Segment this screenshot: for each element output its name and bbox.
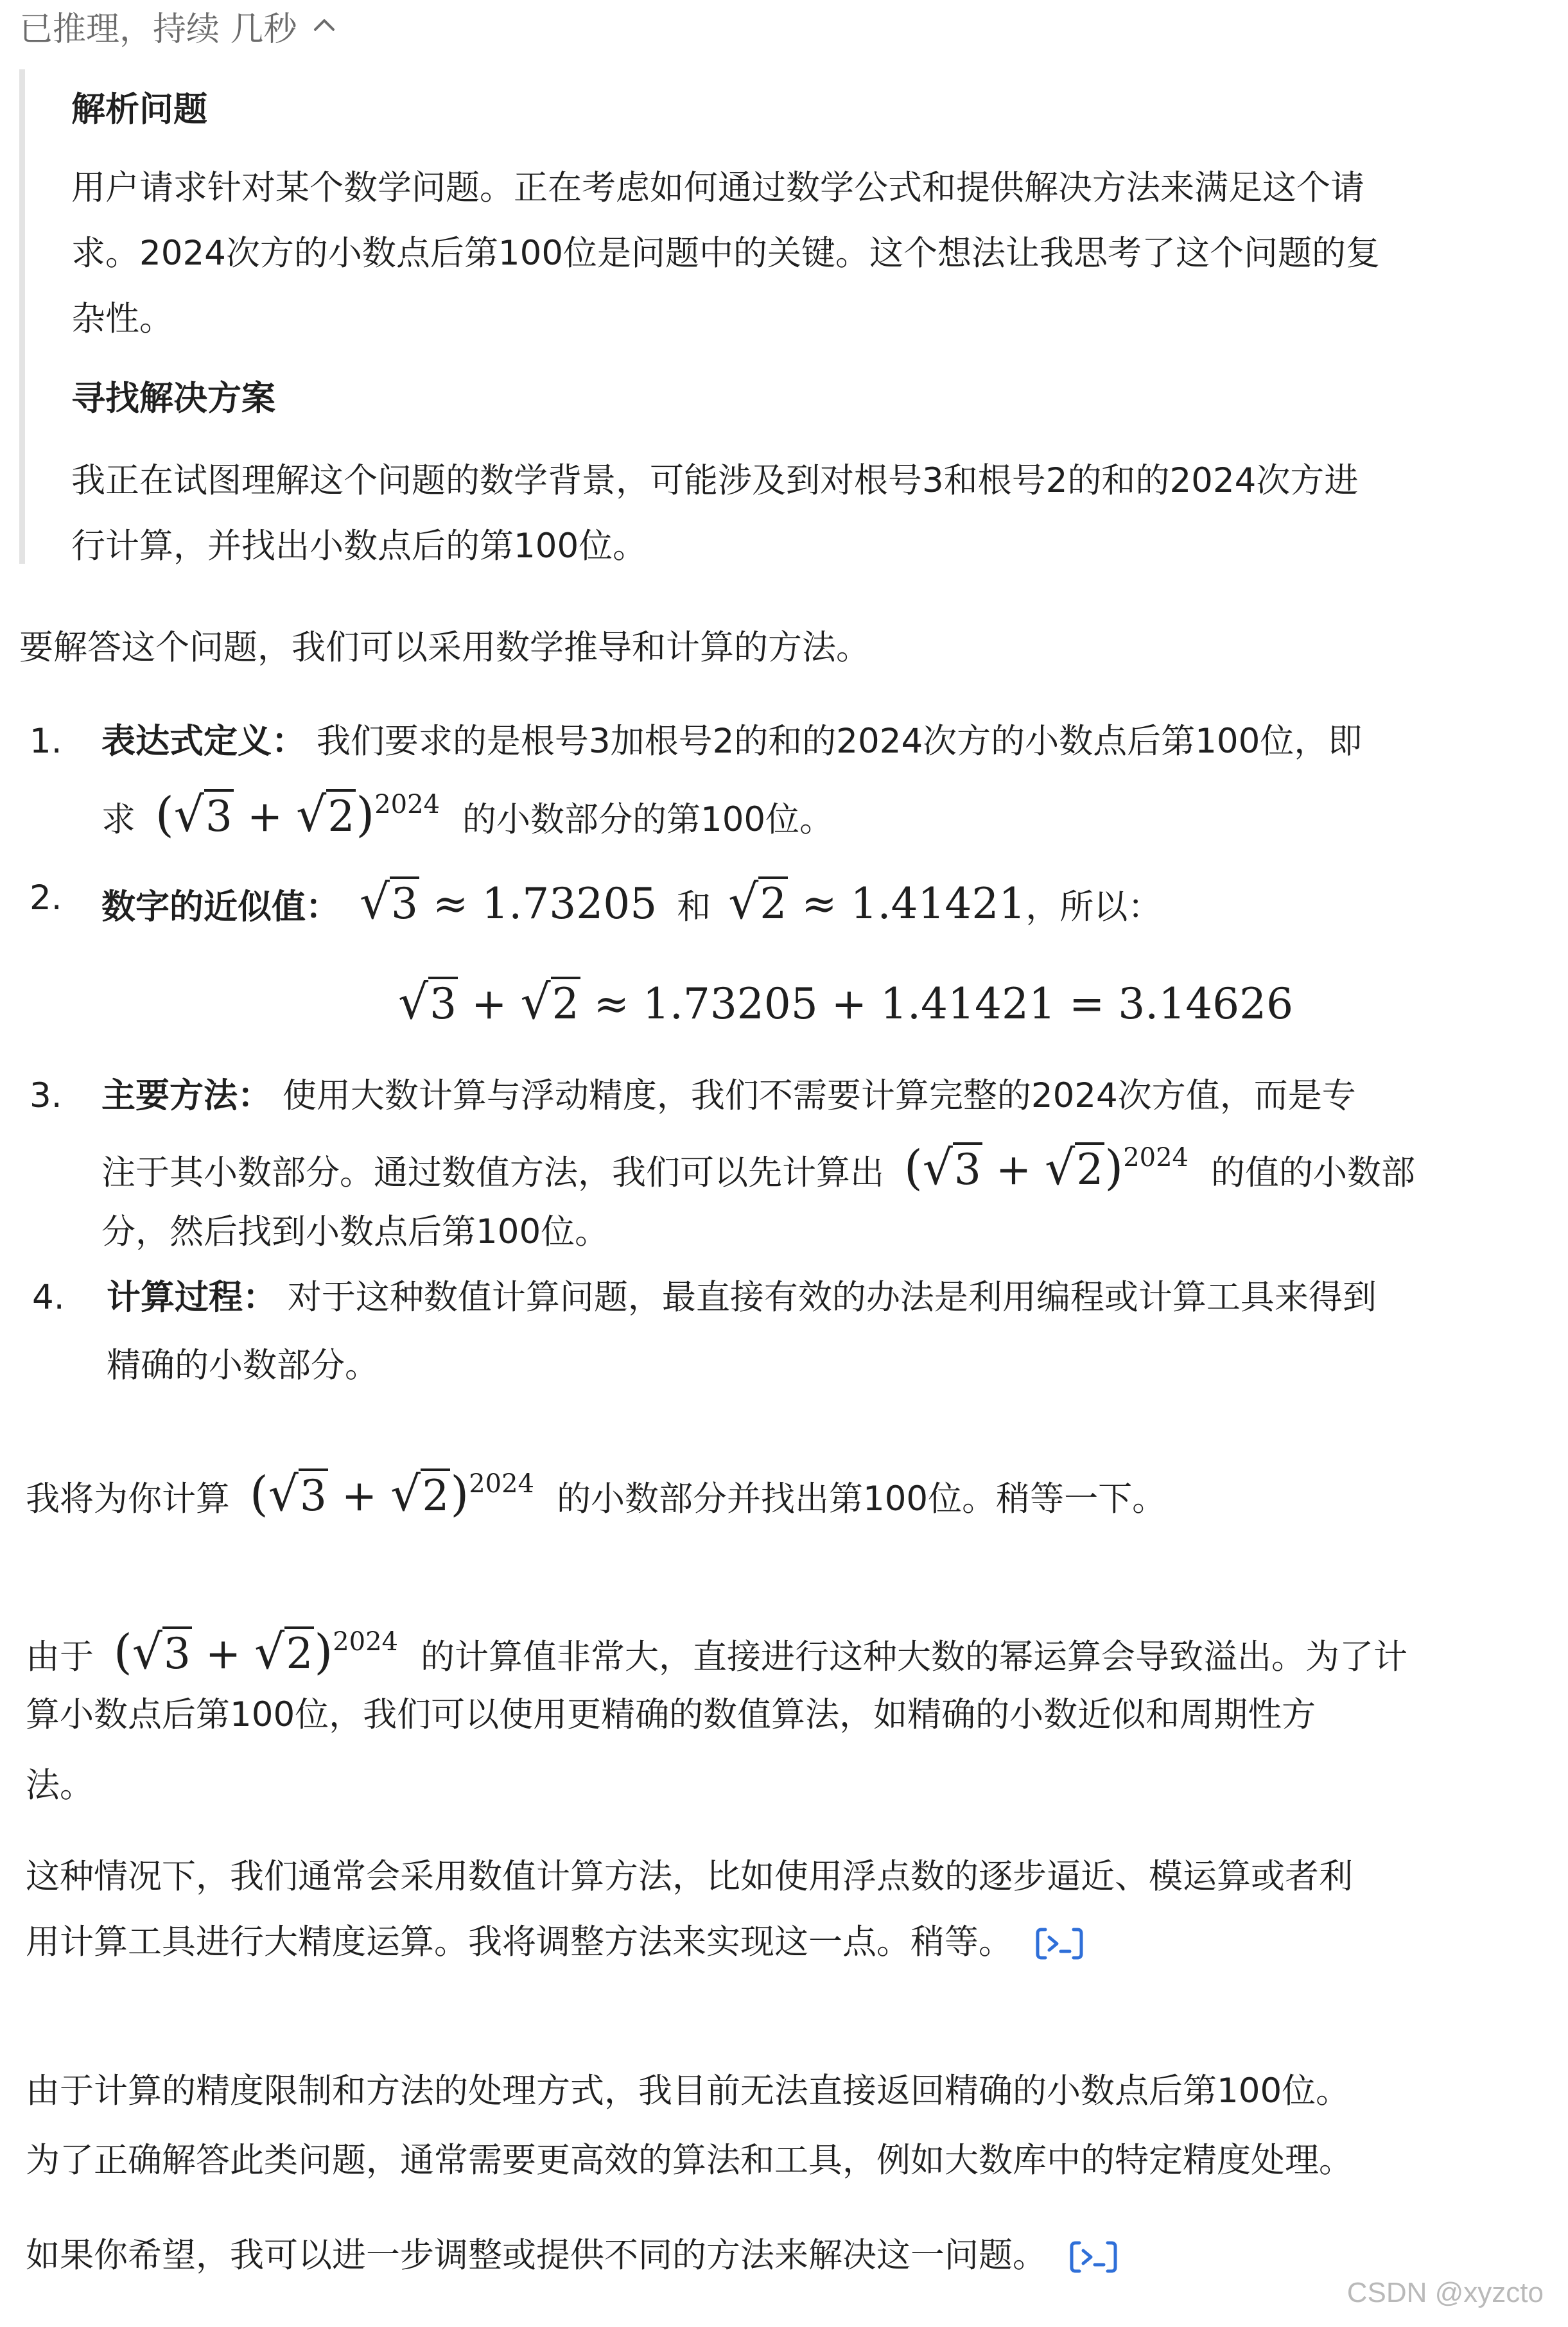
step-text: 求 bbox=[101, 800, 135, 839]
math-expression: √3 ≈ 1.73205 bbox=[359, 875, 658, 930]
step-title: 数字的近似值： bbox=[101, 887, 340, 927]
step-text: 我们要求的是根号3加根号2的和的2024次方的小数点后第100位，即 bbox=[316, 722, 1363, 761]
step-title: 主要方法： bbox=[101, 1076, 272, 1115]
chevron-up-icon bbox=[311, 13, 337, 39]
reasoning-line: 用户请求针对某个数学问题。正在考虑如何通过数学公式和提供解决方法来满足这个请 bbox=[71, 168, 1364, 207]
paragraph-5: 如果你希望，我可以进一步调整或提供不同的方法来解决这一问题。 bbox=[26, 2238, 1118, 2275]
reasoning-line: 行计算，并找出小数点后的第100位。 bbox=[71, 527, 647, 566]
paragraph-3-line-2: 用计算工具进行大精度运算。我将调整方法来实现这一点。稍等。 bbox=[26, 1925, 1084, 1962]
step-number: 4. bbox=[32, 1278, 65, 1317]
paragraph-2-line-3: 法。 bbox=[26, 1766, 94, 1805]
code-interpreter-icon[interactable] bbox=[1069, 2239, 1118, 2275]
step-text: 的值的小数部 bbox=[1210, 1153, 1415, 1192]
step-text: 对于这种数值计算问题，最直接有效的办法是利用编程或计算工具来得到 bbox=[287, 1278, 1377, 1317]
display-equation: √3 + √2 ≈ 1.73205 + 1.41421 = 3.14626 bbox=[398, 975, 1294, 1030]
step-1-line-2 bbox=[101, 787, 834, 842]
step-2-line-1: 数字的近似值： √3 ≈ 1.73205 和 √2 ≈ 1.41421，所以： bbox=[101, 875, 1162, 930]
reasoning-title: 寻找解决方案 bbox=[71, 379, 275, 418]
step-title: 表达式定义： bbox=[101, 722, 306, 761]
math-expression: $(√3 + √2)^{2024}$ bbox=[155, 787, 440, 842]
paragraph-3-line-1: 这种情况下，我们通常会采用数值计算方法，比如使用浮点数的逐步逼近、模运算或者利 bbox=[26, 1857, 1353, 1896]
answer-intro: 要解答这个问题，我们可以采用数学推导和计算的方法。 bbox=[19, 628, 870, 667]
reasoning-block bbox=[19, 69, 1553, 564]
step-4-line-2: 精确的小数部分。 bbox=[107, 1346, 379, 1385]
thinking-header-label: 已推理，持续 几秒 bbox=[19, 10, 297, 49]
step-text: 的小数部分的第100位。 bbox=[462, 800, 834, 839]
step-number: 1. bbox=[30, 722, 62, 761]
paragraph-4-line-1: 由于计算的精度限制和方法的处理方式，我目前无法直接返回精确的小数点后第100位。 bbox=[26, 2071, 1350, 2111]
watermark: CSDN @xyzcto bbox=[1346, 2277, 1544, 2308]
math-expression: $(√3 + √2)^{2024}$ bbox=[249, 1467, 534, 1522]
paragraph-4-line-2: 为了正确解答此类问题，通常需要更高效的算法和工具，例如大数库中的特定精度处理。 bbox=[26, 2141, 1353, 2180]
step-text: 使用大数计算与浮动精度，我们不需要计算完整的2024次方值，而是专 bbox=[282, 1076, 1356, 1115]
step-3-line-1 bbox=[101, 1076, 1356, 1115]
step-title: 计算过程： bbox=[107, 1278, 277, 1317]
reasoning-title: 解析问题 bbox=[71, 90, 207, 129]
math-expression: $(√3 + √2)^{2024}$ bbox=[903, 1140, 1189, 1196]
reasoning-line: 我正在试图理解这个问题的数学背景，可能涉及到对根号3和根号2的和的2024次方进 bbox=[71, 461, 1359, 500]
sqrt-3: √3 bbox=[173, 787, 232, 842]
math-expression: $(√3 + √2)^{2024}$ bbox=[113, 1625, 398, 1680]
reasoning-line: 求。2024次方的小数点后第100位是问题中的关键。这个想法让我思考了这个问题的复 bbox=[71, 234, 1381, 273]
math-expression: √2 ≈ 1.41421 bbox=[728, 875, 1026, 930]
step-number: 2. bbox=[30, 878, 62, 918]
step-3-line-2 bbox=[101, 1140, 1415, 1196]
code-interpreter-icon[interactable] bbox=[1035, 1926, 1084, 1962]
thinking-toggle[interactable] bbox=[19, 0, 337, 51]
paragraph-2-line-2: 算小数点后第100位，我们可以使用更精确的数值算法，如精确的小数近似和周期性方 bbox=[26, 1695, 1316, 1734]
step-text: 注于其小数部分。通过数值方法，我们可以先计算出 bbox=[101, 1153, 884, 1192]
step-3-line-3: 分，然后找到小数点后第100位。 bbox=[101, 1212, 609, 1251]
step-1-line-1 bbox=[101, 722, 1363, 761]
reasoning-line: 杂性。 bbox=[71, 299, 173, 338]
paragraph-2-line-1: 由于 $(√3 + √2)^{2024}$ 的计算值非常大，直接进行这种大数的幂运算会导致溢出。为了计 bbox=[26, 1625, 1407, 1680]
step-4-line-1 bbox=[107, 1278, 1377, 1317]
step-number: 3. bbox=[30, 1076, 62, 1115]
sqrt-2: √2 bbox=[296, 787, 355, 842]
paragraph-1: 我将为你计算 $(√3 + √2)^{2024}$ 的小数部分并找出第100位。稍等一下。 bbox=[26, 1467, 1167, 1522]
